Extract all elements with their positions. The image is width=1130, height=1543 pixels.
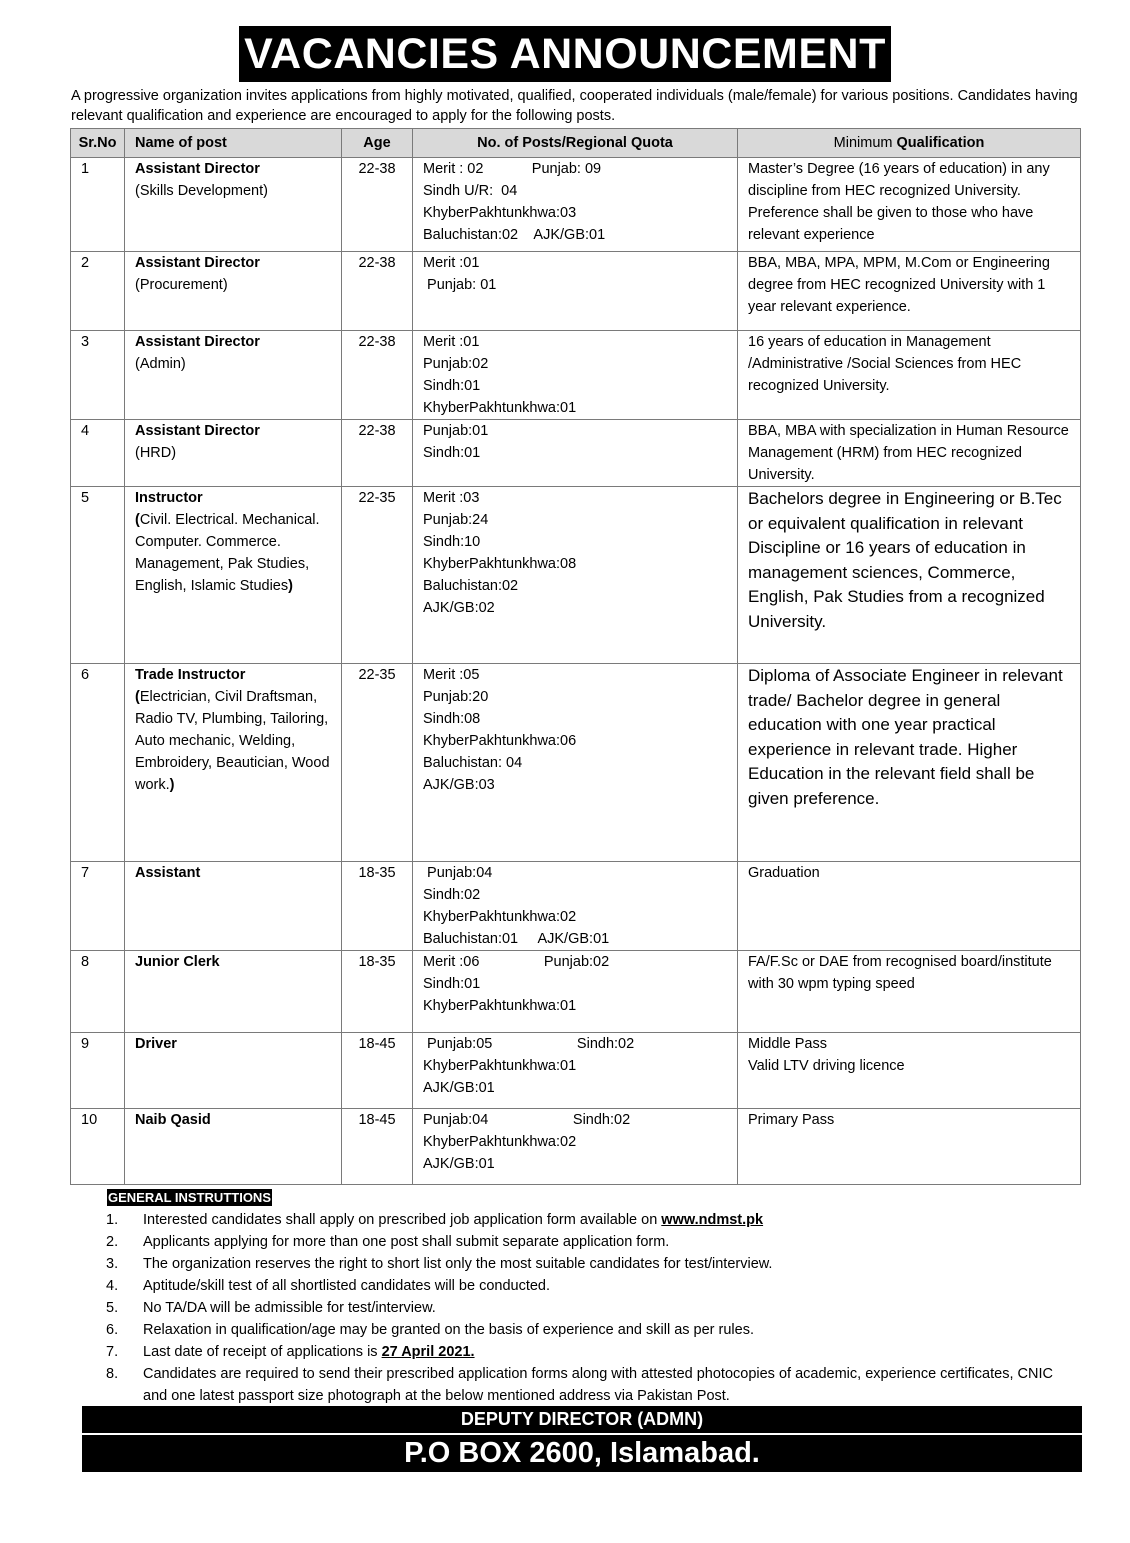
instruction-emphasis: 27 April 2021.: [381, 1344, 475, 1360]
quota-line: AJK/GB:03: [423, 777, 495, 793]
cell-post-name: [125, 331, 342, 420]
quota-line: KhyberPakhtunkhwa:01: [423, 1058, 577, 1074]
cell-age: 22-38: [342, 158, 413, 252]
post-paren-open: (: [135, 689, 140, 705]
cell-sr-no: 4: [71, 420, 125, 487]
cell-sr-no: 1: [71, 158, 125, 252]
cell-sr-no: 8: [71, 951, 125, 1033]
cell-qualification: [738, 1033, 1081, 1109]
quota-line: Sindh:02: [423, 887, 481, 903]
header-age: Age: [342, 129, 413, 158]
quota-line: Sindh:01: [423, 976, 481, 992]
quota-line: Punjab:24: [423, 512, 489, 528]
quota-line: Baluchistan:02: [423, 578, 519, 594]
table-header-row: [71, 129, 1081, 158]
post-title: Assistant Director: [135, 255, 260, 271]
table-row: [71, 252, 1081, 331]
post-detail: (Procurement): [135, 277, 228, 293]
cell-qualification: [738, 331, 1081, 420]
quota-line: KhyberPakhtunkhwa:08: [423, 556, 577, 572]
footer-deputy-director: DEPUTY DIRECTOR (ADMN): [82, 1406, 1082, 1433]
quota-line: AJK/GB:01: [423, 1080, 495, 1096]
instruction-item: [82, 1363, 1072, 1407]
quota-line: Merit :01: [423, 255, 480, 271]
cell-post-name: [125, 158, 342, 252]
post-title: Junior Clerk: [135, 954, 220, 970]
table-row: [71, 331, 1081, 420]
instruction-number: 1.: [106, 1212, 119, 1228]
instruction-text: Interested candidates shall apply on prescribed job application form available on: [143, 1212, 662, 1228]
post-title: Trade Instructor: [135, 667, 246, 683]
quota-line: Sindh:01: [423, 378, 481, 394]
quota-line: Sindh:01: [423, 445, 481, 461]
quota-line: Sindh:10: [423, 534, 481, 550]
post-paren-open: (: [135, 512, 140, 528]
instruction-emphasis: www.ndmst.pk: [661, 1212, 764, 1228]
instruction-text: Aptitude/skill test of all shortlisted candidates will be conducted.: [143, 1278, 551, 1294]
post-detail: (Skills Development): [135, 183, 268, 199]
cell-post-name: [125, 252, 342, 331]
instruction-item: [82, 1253, 1072, 1275]
post-detail: Electrician, Civil Draftsman, Radio TV, Plumbing, Tailoring, Auto mechanic, Welding, Embroidery, Beautician, Wood work.: [135, 689, 330, 793]
quota-line: AJK/GB:01: [423, 1156, 495, 1172]
table-row: [71, 487, 1081, 664]
quota-line: Merit :05: [423, 667, 480, 683]
cell-post-name: [125, 862, 342, 951]
cell-sr-no: 6: [71, 664, 125, 862]
quota-line: Sindh U/R: 04: [423, 183, 518, 199]
instruction-text: No TA/DA will be admissible for test/interview.: [143, 1300, 436, 1316]
instruction-item: [82, 1275, 1072, 1297]
table-row: [71, 664, 1081, 862]
cell-age: 22-35: [342, 487, 413, 664]
cell-age: 22-35: [342, 664, 413, 862]
cell-regional-quota: [413, 951, 738, 1033]
cell-regional-quota: [413, 1033, 738, 1109]
instruction-number: 8.: [106, 1366, 119, 1382]
instruction-number: 5.: [106, 1300, 119, 1316]
quota-line: Merit :01: [423, 334, 480, 350]
cell-qualification: [738, 951, 1081, 1033]
cell-qualification: [738, 487, 1081, 664]
vacancies-table: [70, 128, 1081, 1185]
header-regional-quota: No. of Posts/Regional Quota: [413, 129, 738, 158]
quota-line: Punjab:02: [423, 356, 489, 372]
cell-qualification: [738, 862, 1081, 951]
intro-paragraph: A progressive organization invites applications from highly motivated, qualified, cooperated individuals (male/female) for various positions. Candidates having relevant qualification and experience are encouraged to apply for the following posts.: [71, 88, 1078, 124]
post-detail: (Admin): [135, 356, 186, 372]
instruction-number: 6.: [106, 1322, 119, 1338]
cell-sr-no: 5: [71, 487, 125, 664]
cell-post-name: [125, 420, 342, 487]
cell-sr-no: 2: [71, 252, 125, 331]
instruction-text: Applicants applying for more than one post shall submit separate application form.: [143, 1234, 670, 1250]
cell-post-name: [125, 487, 342, 664]
cell-regional-quota: [413, 252, 738, 331]
instruction-number: 7.: [106, 1344, 119, 1360]
quota-line: Baluchistan:01 AJK/GB:01: [423, 931, 610, 947]
cell-regional-quota: [413, 158, 738, 252]
cell-post-name: [125, 951, 342, 1033]
post-title: Assistant Director: [135, 334, 260, 350]
table-row: [71, 1033, 1081, 1109]
cell-sr-no: 9: [71, 1033, 125, 1109]
qualification-line: Primary Pass: [748, 1112, 835, 1128]
instruction-number: 4.: [106, 1278, 119, 1294]
cell-sr-no: 3: [71, 331, 125, 420]
qualification-line: 16 years of education in Management /Administrative /Social Sciences from HEC recognized University.: [748, 334, 1022, 394]
quota-line: Punjab: 01: [423, 277, 497, 293]
cell-age: 18-45: [342, 1109, 413, 1185]
quota-line: Punjab:05 Sindh:02: [423, 1036, 635, 1052]
table-row: [71, 951, 1081, 1033]
instruction-text: Relaxation in qualification/age may be granted on the basis of experience and skill as per rules.: [143, 1322, 754, 1338]
post-title: Instructor: [135, 490, 203, 506]
cell-regional-quota: [413, 1109, 738, 1185]
cell-regional-quota: [413, 487, 738, 664]
qualification-line: Middle Pass: [748, 1036, 827, 1052]
instructions-list: [82, 1209, 1072, 1407]
header-name-of-post: Name of post: [125, 129, 342, 158]
quota-line: Baluchistan:02 AJK/GB:01: [423, 227, 606, 243]
cell-sr-no: 10: [71, 1109, 125, 1185]
cell-qualification: [738, 420, 1081, 487]
qualification-line: FA/F.Sc or DAE from recognised board/institute with 30 wpm typing speed: [748, 954, 1052, 992]
qualification-line: BBA, MBA, MPA, MPM, M.Com or Engineering degree from HEC recognized University with 1 year relevant experience.: [748, 255, 1050, 315]
instruction-item: [82, 1319, 1072, 1341]
cell-post-name: [125, 664, 342, 862]
quota-line: Merit :06 Punjab:02: [423, 954, 610, 970]
quota-line: KhyberPakhtunkhwa:01: [423, 400, 577, 416]
quota-line: Baluchistan: 04: [423, 755, 523, 771]
qualification-line: Bachelors degree in Engineering or B.Tec or equivalent qualification in relevant Discipline or 16 years of education in management sciences, Commerce, English, Pak Studies from a recognized University.: [748, 489, 1062, 631]
quota-line: Punjab:01: [423, 423, 489, 439]
table-row: [71, 862, 1081, 951]
footer-address: P.O BOX 2600, Islamabad.: [82, 1435, 1082, 1472]
instruction-item: [82, 1297, 1072, 1319]
table-row: [71, 158, 1081, 252]
quota-line: KhyberPakhtunkhwa:02: [423, 909, 577, 925]
instruction-number: 2.: [106, 1234, 119, 1250]
page-title: VACANCIES ANNOUNCEMENT: [239, 26, 891, 82]
quota-line: KhyberPakhtunkhwa:03: [423, 205, 577, 221]
instruction-item: [82, 1231, 1072, 1253]
cell-age: 22-38: [342, 252, 413, 331]
cell-qualification: [738, 252, 1081, 331]
instruction-text: The organization reserves the right to short list only the most suitable candidates for test/interview.: [143, 1256, 773, 1272]
instruction-text: Last date of receipt of applications is: [143, 1344, 382, 1360]
post-detail: (HRD): [135, 445, 177, 461]
cell-age: 18-35: [342, 951, 413, 1033]
instruction-number: 3.: [106, 1256, 119, 1272]
instruction-text: Candidates are required to send their prescribed application forms along with attested photocopies of academic, experience certificates, CNIC and one latest passport size photograph at the below mentioned address via Pakistan Post.: [143, 1366, 1053, 1404]
quota-line: Sindh:08: [423, 711, 481, 727]
cell-regional-quota: [413, 862, 738, 951]
qualification-line: Master’s Degree (16 years of education) in any discipline from HEC recognized University. Preference shall be given to those who have relevant experience: [748, 161, 1050, 243]
quota-line: Punjab:04: [423, 865, 493, 881]
header-sr-no: Sr.No: [71, 129, 125, 158]
cell-sr-no: 7: [71, 862, 125, 951]
quota-line: AJK/GB:02: [423, 600, 495, 616]
cell-regional-quota: [413, 331, 738, 420]
instructions-title: GENERAL INSTRUTTIONS: [108, 1190, 271, 1205]
cell-regional-quota: [413, 664, 738, 862]
post-title: Assistant Director: [135, 423, 260, 439]
post-paren-close: ): [288, 578, 293, 594]
quota-line: Merit : 02 Punjab: 09: [423, 161, 602, 177]
cell-qualification: [738, 664, 1081, 862]
post-paren-close: ): [169, 777, 175, 793]
post-title: Naib Qasid: [135, 1112, 211, 1128]
qualification-line: Graduation: [748, 865, 820, 881]
qualification-line: Valid LTV driving licence: [748, 1058, 905, 1074]
cell-age: 18-45: [342, 1033, 413, 1109]
quota-line: KhyberPakhtunkhwa:01: [423, 998, 577, 1014]
table-row: [71, 1109, 1081, 1185]
cell-post-name: [125, 1033, 342, 1109]
post-title: Assistant Director: [135, 161, 260, 177]
quota-line: Punjab:20: [423, 689, 489, 705]
cell-regional-quota: [413, 420, 738, 487]
cell-age: 22-38: [342, 420, 413, 487]
cell-post-name: [125, 1109, 342, 1185]
qualification-line: BBA, MBA with specialization in Human Resource Management (HRM) from HEC recognized University.: [748, 423, 1069, 483]
instruction-item: [82, 1209, 1072, 1231]
cell-qualification: [738, 1109, 1081, 1185]
cell-qualification: [738, 158, 1081, 252]
post-title: Driver: [135, 1036, 177, 1052]
header-qualification: Minimum Qualification: [738, 129, 1081, 158]
post-title: Assistant: [135, 865, 201, 881]
quota-line: Punjab:04 Sindh:02: [423, 1112, 631, 1128]
quota-line: KhyberPakhtunkhwa:02: [423, 1134, 577, 1150]
quota-line: KhyberPakhtunkhwa:06: [423, 733, 577, 749]
table-row: [71, 420, 1081, 487]
instruction-item: [82, 1341, 1072, 1363]
quota-line: Merit :03: [423, 490, 480, 506]
header: [0, 26, 1130, 82]
qualification-line: Diploma of Associate Engineer in relevant trade/ Bachelor degree in general education with one year practical experience in relevant trade. Higher Education in the relevant field shall be given preference.: [748, 666, 1063, 808]
post-detail: Civil. Electrical. Mechanical. Computer. Commerce. Management, Pak Studies, English, Islamic Studies: [135, 512, 320, 594]
cell-age: 18-35: [342, 862, 413, 951]
cell-age: 22-38: [342, 331, 413, 420]
